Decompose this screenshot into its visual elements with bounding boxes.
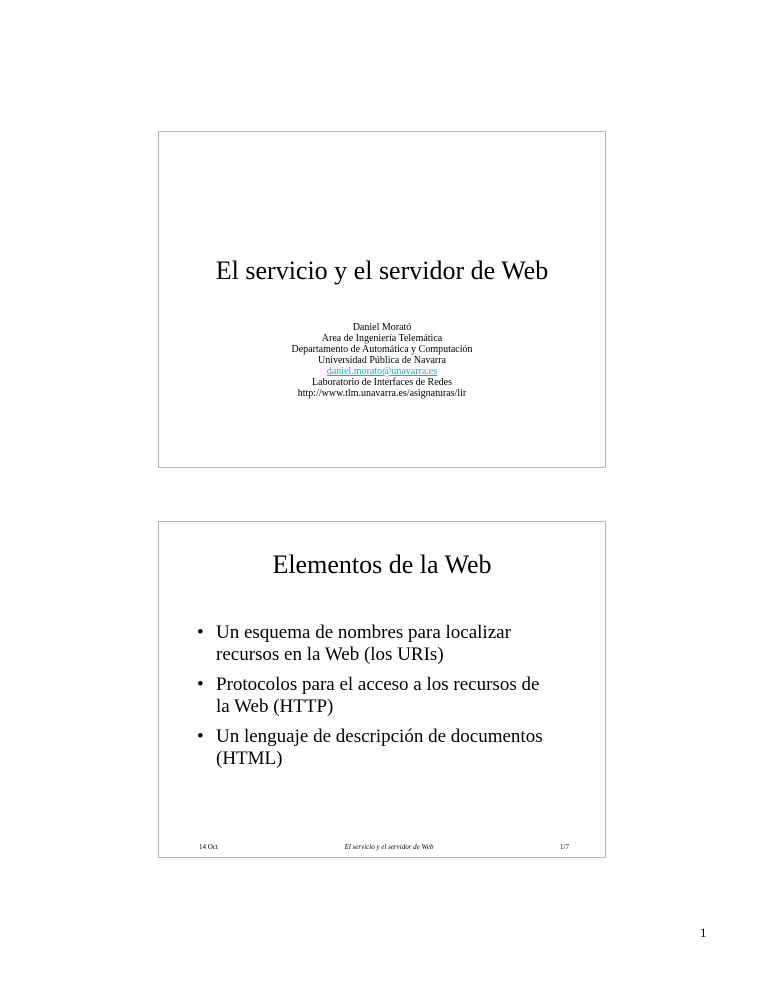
slide-footer — [199, 843, 569, 851]
slide-heading: Elementos de la Web — [272, 550, 492, 579]
bullet-dot: • — [197, 622, 204, 643]
bullet-line: (HTML) — [216, 748, 283, 769]
bullet-item — [197, 726, 575, 770]
bullet-line: recursos en la Web (los URIs) — [216, 644, 444, 665]
presentation-title: El servicio y el servidor de Web — [215, 256, 549, 285]
slide-elementos — [158, 521, 606, 858]
bullet-item — [197, 674, 575, 718]
author-email-link[interactable]: daniel.morato@unavarra.es — [326, 366, 438, 377]
footer-title: El servicio y el servidor de Web — [344, 843, 434, 851]
author-name: Daniel Morató — [352, 322, 412, 333]
author-info — [159, 322, 605, 399]
footer-date: 14 Oct — [199, 843, 218, 851]
author-lab: Laboratorio de Interfaces de Redes — [312, 377, 452, 388]
bullet-line: la Web (HTTP) — [216, 696, 334, 717]
slide-title-page — [158, 131, 606, 468]
bullet-line: Protocolos para el acceso a los recursos de — [216, 674, 540, 695]
course-url: http://www.tlm.unavarra.es/asignaturas/lir — [297, 388, 467, 399]
author-department: Departamento de Automática y Computación — [291, 344, 473, 355]
bullet-list — [197, 622, 575, 778]
page-number: 1 — [700, 925, 707, 940]
bullet-line: Un esquema de nombres para localizar — [216, 622, 511, 643]
bullet-dot: • — [197, 726, 204, 747]
footer-slide-number: 1/7 — [560, 843, 569, 851]
bullet-dot: • — [197, 674, 204, 695]
bullet-line: Un lenguaje de descripción de documentos — [216, 726, 543, 747]
author-university: Universidad Pública de Navarra — [317, 355, 446, 366]
bullet-item — [197, 622, 575, 666]
author-area: Area de Ingeniería Telemática — [321, 333, 443, 344]
